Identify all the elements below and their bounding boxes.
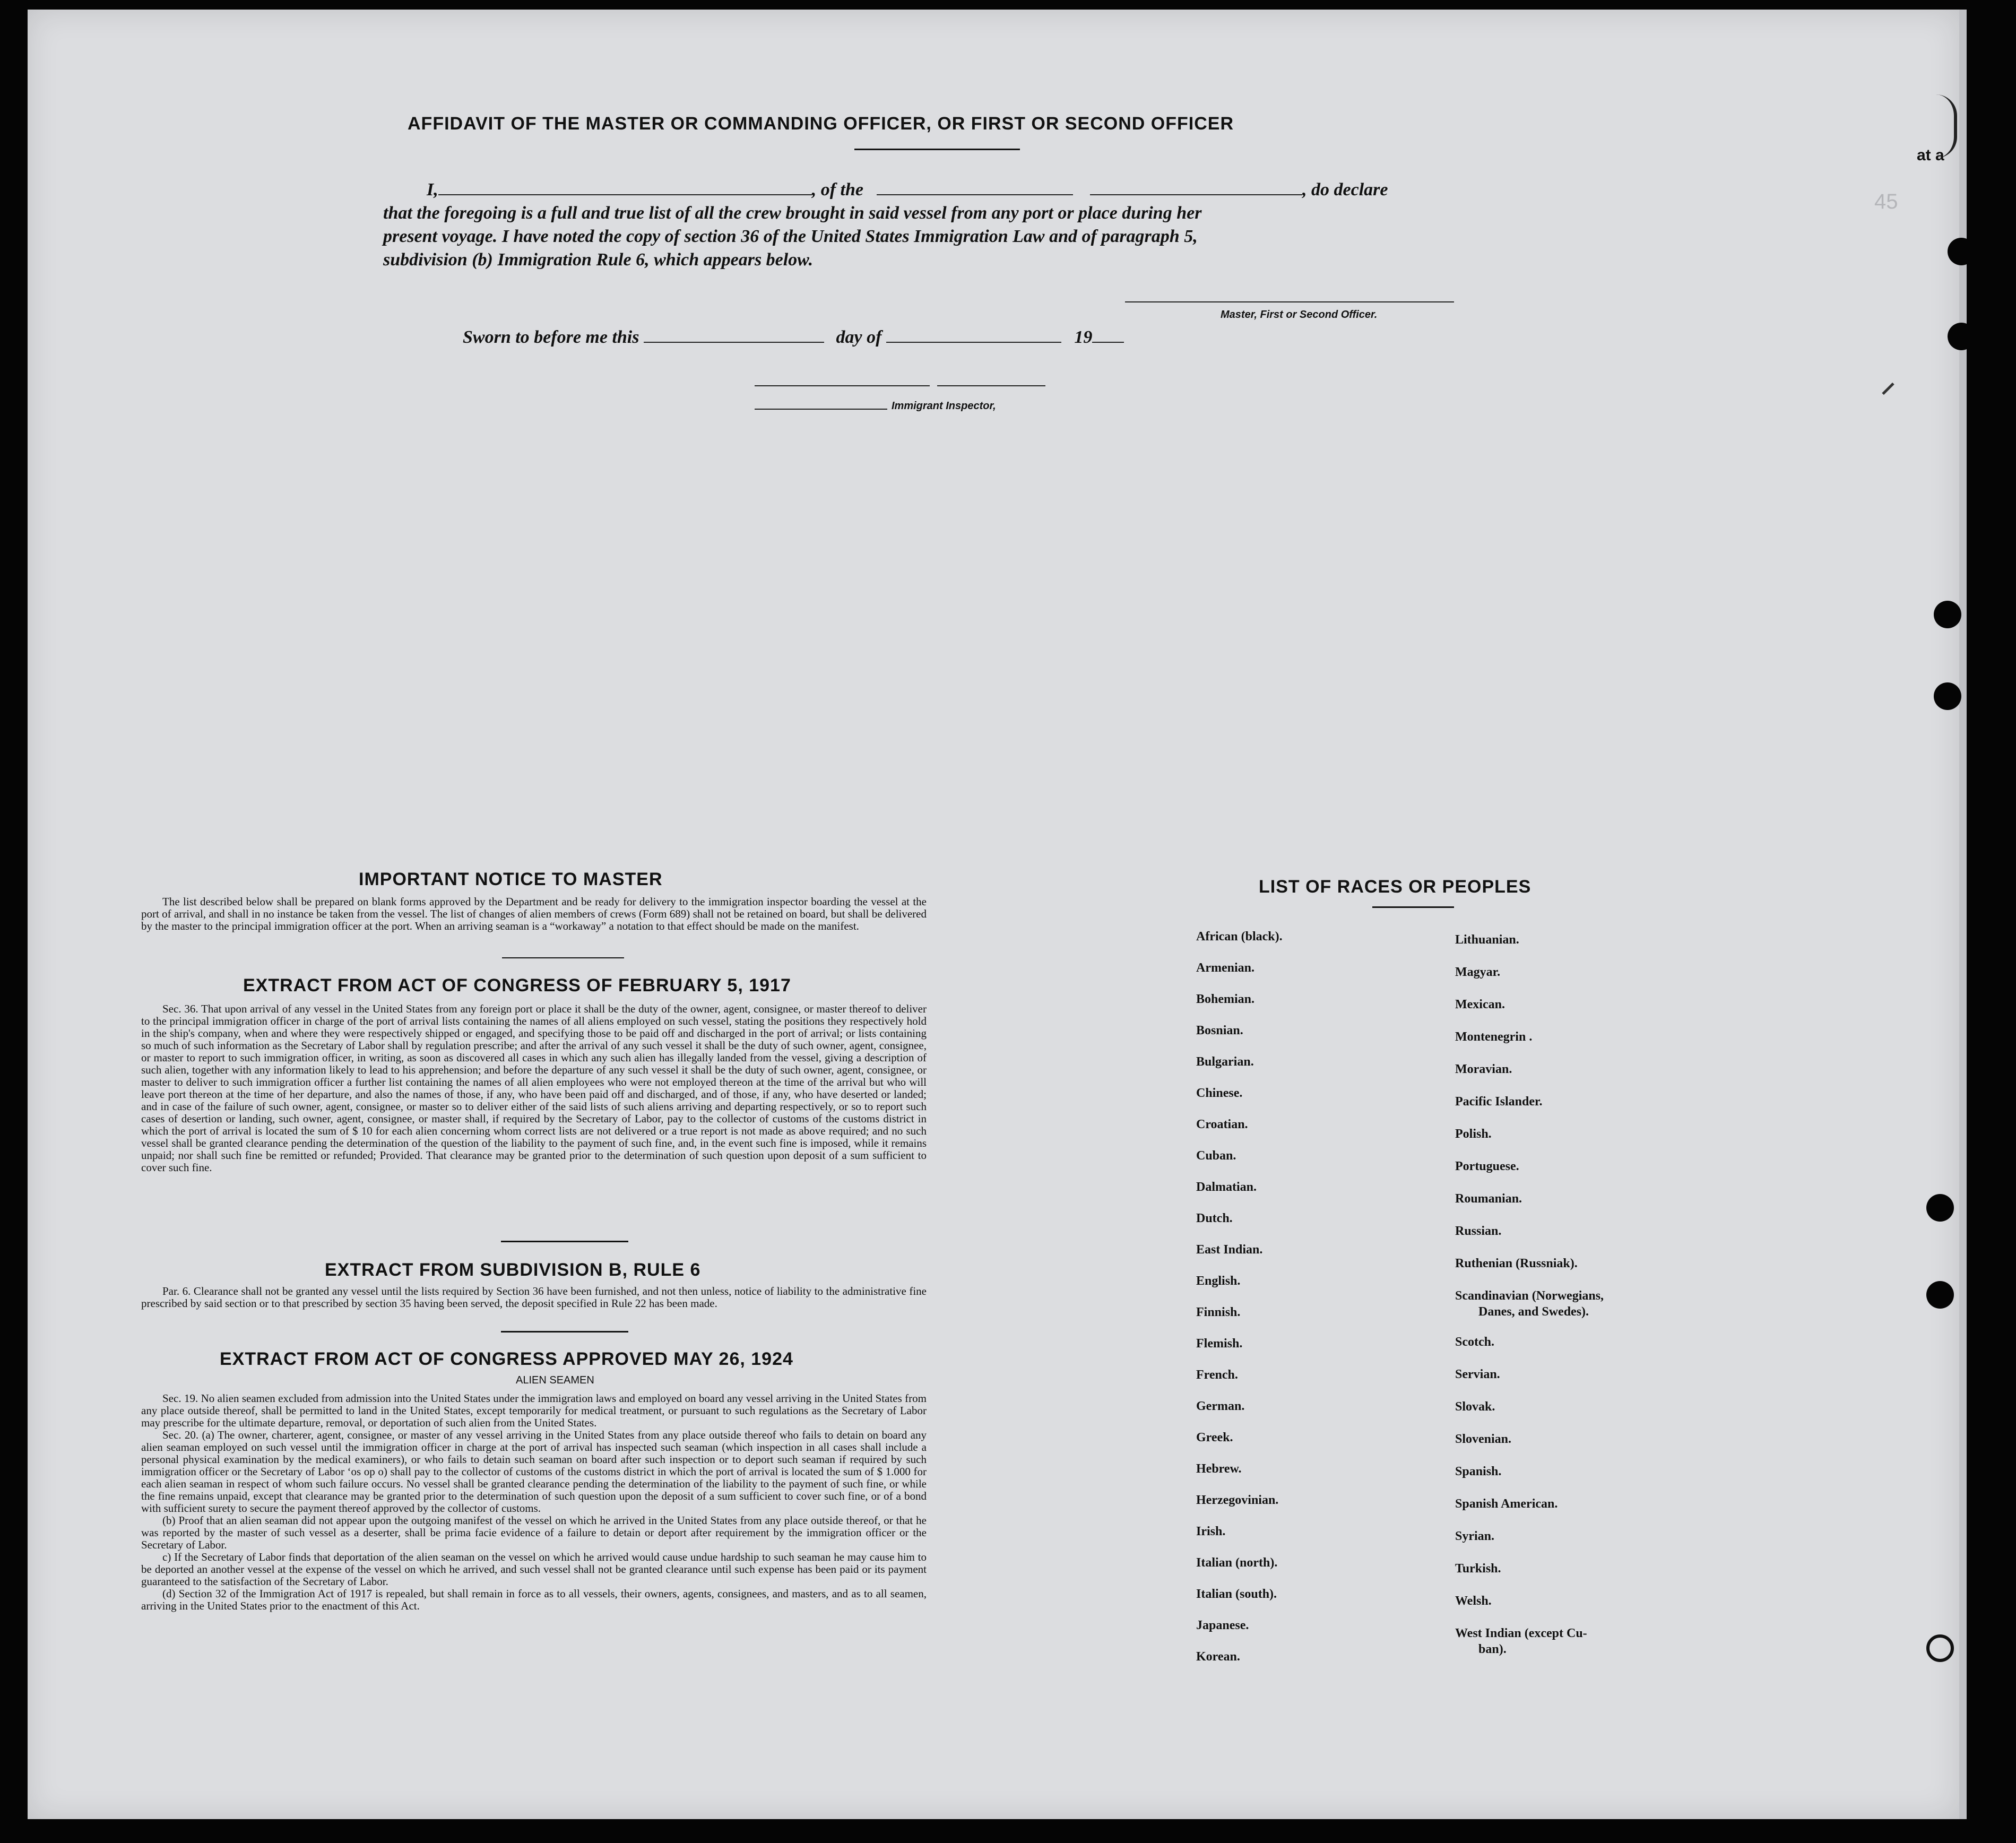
- binder-hole-icon: [1934, 682, 1961, 710]
- extract-rule6-divider: [501, 1331, 628, 1333]
- extract-rule6-text: Par. 6. Clearance shall not be granted any vessel until the lists required by Section 36 have been furnished, and not then unless, notice of liability to the administrative fine prescribed by said section or to that prescribed by section 35 having been served, the deposit specified in Rule 22 has been made.: [141, 1285, 927, 1310]
- document-sheet: [28, 10, 1967, 1819]
- race-item: Russian.: [1455, 1224, 1502, 1238]
- sec-20d-paragraph: (d) Section 32 of the Immigration Act of 1917 is repealed, but shall remain in force as to all vessels, their owners, agents, consignees, and masters, and as to all seamen, arriving in the United States prior to the enactment of this Act.: [141, 1587, 927, 1612]
- declaration-line: subdivision (b) Immigration Rule 6, which appears below.: [383, 250, 814, 270]
- binder-ring-icon: [1926, 1634, 1954, 1662]
- extract-1917-title: EXTRACT FROM ACT OF CONGRESS OF FEBRUARY 5, 1917: [243, 975, 791, 996]
- race-item: Scandinavian (Norwegians,: [1455, 1289, 1604, 1303]
- race-item: Polish.: [1455, 1127, 1492, 1141]
- vessel-field-2[interactable]: [1090, 183, 1302, 195]
- races-divider: [1372, 906, 1454, 908]
- notice-text: The list described below shall be prepared on blank forms approved by the Department and be ready for delivery to the immigration inspector boarding the vessel at the port of arrival, and shall in no instance be taken from the vessel. The list of changes of alien members of crews (Form 689) shall not be retained on board, but shall be delivered by the master to the principal immigration officer at the port. When an arriving seaman is a “workaway” a notation to that effect should be made on the manifest.: [141, 895, 927, 932]
- binder-hole-icon: [1948, 238, 1975, 265]
- declaration-line: that the foregoing is a full and true list of all the crew brought in said vessel from any port or place during her: [383, 203, 1202, 223]
- race-item: Armenian.: [1196, 961, 1254, 975]
- race-item: Dutch.: [1196, 1212, 1233, 1225]
- margin-note: at a: [1917, 146, 1944, 164]
- title-divider: [854, 149, 1020, 150]
- of-the-label: , of the: [811, 180, 864, 200]
- race-item: Lithuanian.: [1455, 933, 1519, 947]
- sec-20b-paragraph: (b) Proof that an alien seaman did not appear upon the outgoing manifest of the vessel on which he arrived in the United States from any place outside thereof, or that he was reported by the master of such vessel as a deserter, shall be prima facie evidence of a failure to detain or deport after requirement by the immigration officer or the Secretary of Labor.: [141, 1514, 927, 1551]
- race-item: French.: [1196, 1368, 1238, 1382]
- extract-rule6-title: EXTRACT FROM SUBDIVISION B, RULE 6: [325, 1260, 701, 1280]
- races-title: LIST OF RACES OR PEOPLES: [1259, 877, 1532, 897]
- extract-1924-subtitle: ALIEN SEAMEN: [516, 1374, 594, 1386]
- race-item: Mexican.: [1455, 998, 1505, 1011]
- race-item: Spanish.: [1455, 1465, 1502, 1478]
- race-item: Irish.: [1196, 1525, 1226, 1538]
- race-item: Dalmatian.: [1196, 1180, 1257, 1194]
- race-item: Servian.: [1455, 1368, 1500, 1381]
- sec-20c-paragraph: c) If the Secretary of Labor finds that deportation of the alien seaman on the vessel on which he arrived would cause undue hardship to such seaman he may cause him to be deported an another vessel at the expense of the vessel on which he arrived, and such vessel shall not be granted clearance until such expense has been paid or its payment guaranteed to the satisfaction of the Secretary of Labor.: [141, 1551, 927, 1588]
- race-item: West Indian (except Cu-: [1455, 1626, 1587, 1640]
- notice-title: IMPORTANT NOTICE TO MASTER: [359, 869, 663, 889]
- race-item: Syrian.: [1455, 1529, 1495, 1543]
- handwritten-mark: [1933, 94, 1957, 158]
- race-item: Slovenian.: [1455, 1432, 1512, 1446]
- affidavit-title: AFFIDAVIT OF THE MASTER OR COMMANDING OFFICER, OR FIRST OR SECOND OFFICER: [408, 114, 1234, 134]
- vessel-field[interactable]: [877, 183, 1073, 195]
- i-label: I,: [427, 180, 438, 200]
- race-item: Bohemian.: [1196, 992, 1255, 1006]
- inspector-signature-line[interactable]: [755, 385, 930, 386]
- race-item: Flemish.: [1196, 1337, 1243, 1351]
- race-item: Hebrew.: [1196, 1462, 1242, 1476]
- race-item: ban).: [1478, 1642, 1507, 1656]
- race-item: Roumanian.: [1455, 1192, 1522, 1206]
- year-label: 19: [1074, 327, 1093, 347]
- race-item: Croatian.: [1196, 1118, 1248, 1131]
- binder-hole-icon: [1926, 1281, 1954, 1309]
- sworn-line: [463, 326, 1124, 349]
- race-item: German.: [1196, 1399, 1245, 1413]
- master-label: Master, First or Second Officer.: [1221, 309, 1378, 321]
- race-item: African (black).: [1196, 930, 1283, 944]
- binder-hole-icon: [1926, 1194, 1954, 1222]
- sworn-year-field[interactable]: [1092, 330, 1124, 343]
- race-item: Finnish.: [1196, 1305, 1241, 1319]
- race-item: Magyar.: [1455, 965, 1501, 979]
- race-item: Portuguese.: [1455, 1160, 1519, 1173]
- extract-1917-divider: [501, 1241, 628, 1242]
- race-item: Italian (north).: [1196, 1556, 1278, 1570]
- inspector-leader-line: [755, 409, 887, 410]
- race-item: Greek.: [1196, 1431, 1233, 1444]
- race-item: Moravian.: [1455, 1062, 1512, 1076]
- race-item: Slovak.: [1455, 1400, 1495, 1414]
- race-item: Japanese.: [1196, 1619, 1249, 1632]
- race-item: Chinese.: [1196, 1086, 1243, 1100]
- race-item: Montenegrin .: [1455, 1030, 1533, 1044]
- race-item: English.: [1196, 1274, 1241, 1288]
- race-item: Welsh.: [1455, 1594, 1492, 1608]
- race-item: Italian (south).: [1196, 1587, 1277, 1601]
- notice-divider: [502, 957, 624, 958]
- race-item: East Indian.: [1196, 1243, 1263, 1257]
- race-item: Pacific Islander.: [1455, 1095, 1543, 1109]
- declaration-line: present voyage. I have noted the copy of section 36 of the United States Immigration Law and of paragraph 5,: [383, 227, 1198, 246]
- sec-19-paragraph: Sec. 19. No alien seamen excluded from admission into the United States under the immigration laws and employed on board any vessel arriving in the United States from any place outside thereof, shall be permitted to land in the United States, except temporarily for medical treatment, or pursuant to such regulations as the Secretary of Labor may prescribe for the ultimate departure, removal, or deportation of such alien from the United States.: [141, 1392, 927, 1429]
- sworn-month-field[interactable]: [886, 330, 1061, 343]
- day-of-label: day of: [836, 327, 882, 347]
- sworn-day-field[interactable]: [644, 330, 824, 343]
- page-number-faint: 45: [1874, 190, 1898, 213]
- inspector-signature-line-2[interactable]: [937, 385, 1045, 386]
- race-item: Ruthenian (Russniak).: [1455, 1257, 1578, 1270]
- pencil-tick: [1882, 383, 1894, 395]
- affidavit-declaration-body: [383, 202, 1450, 272]
- race-item: Bosnian.: [1196, 1024, 1243, 1037]
- race-item: Korean.: [1196, 1650, 1240, 1664]
- race-item: Scotch.: [1455, 1335, 1494, 1349]
- extract-1924-title: EXTRACT FROM ACT OF CONGRESS APPROVED MAY 26, 1924: [220, 1349, 793, 1369]
- race-item: Bulgarian.: [1196, 1055, 1254, 1069]
- binder-hole-icon: [1934, 601, 1961, 628]
- master-signature-line[interactable]: [1125, 301, 1454, 302]
- extract-1924-body: [141, 1392, 927, 1612]
- race-item: Herzegovinian.: [1196, 1493, 1279, 1507]
- name-field[interactable]: [438, 183, 812, 195]
- binder-hole-icon: [1948, 323, 1975, 350]
- sworn-label: Sworn to before me this: [463, 327, 639, 347]
- race-item: Danes, and Swedes).: [1478, 1305, 1589, 1319]
- do-declare-label: , do declare: [1302, 180, 1388, 200]
- race-item: Spanish American.: [1455, 1497, 1558, 1511]
- inspector-label: Immigrant Inspector,: [892, 400, 996, 412]
- affidavit-declaration-line: [427, 178, 1388, 202]
- sec-20a-paragraph: Sec. 20. (a) The owner, charterer, agent, consignee, or master of any vessel arriving in the United States from any place outside thereof who fails to detain on board any alien seaman employed on such vessel until the immigration officer in charge at the port of arrival has inspected such seaman (which inspection in all cases shall include a personal physical examination by the medical examiners), or who fails to detain such seaman on board after such inspection or to deport such seaman if required by such immigration officer or the Secretary of Labor ‘os op o) shall pay to the collector of customs of the customs district in which the port of arrival is located the sum of $ 1.000 for each alien seaman in respect of whom such failure occurs. No vessel shall be granted clearance pending the determination of the liability to the payment of such fine, or while the fine remains unpaid, except that clearance may be granted prior to the determination of such question upon the deposit of a sum sufficient to cover such fine, or of a bond with sufficient surety to secure the payment thereof approved by the collector of customs.: [141, 1429, 927, 1515]
- race-item: Cuban.: [1196, 1149, 1236, 1163]
- extract-1917-text: Sec. 36. That upon arrival of any vessel in the United States from any foreign port or place it shall be the duty of the owner, agent, consignee, or master thereof to deliver to the principal immigration officer in charge of the port of arrival lists containing the names of all aliens employed on such vessel, stating the positions they respectively hold in the ship's company, when and where they were respectively shipped or engaged, and specifying those to be paid off and discharged in the port of arrival; or lists containing so much of such information as the Secretary of Labor shall by regulation prescribe; and after the arrival of any such vessel it shall be the duty of such owner, agent, consignee, or master to report to such immigration officer, in writing, as soon as discovered all cases in which any such alien has illegally landed from the vessel, giving a description of such alien, together with any information likely to lead to his apprehension; and before the departure of any such vessel it shall be the duty of such owner, agent, consignee, or master to deliver to such immigration officer a further list containing the names of all alien employees who were not employed thereon at the time of the arrival but who will leave port thereon at the time of her departure, and also the names of those, if any, who have been paid off and discharged, and of those, if any, who have deserted or landed; and in case of the failure of such owner, agent, consignee, or master so to deliver either of the said lists of such aliens arriving and departing respectively, or so to report such cases of desertion or landing, such owner, agent, consignee, or master shall, if required by the Secretary of Labor, pay to the collector of customs of the customs district in which the port of arrival is located the sum of $ 10 for each alien concerning whom correct lists are not delivered or a true report is not made as above required; and no such vessel shall be granted clearance pending the determination of the question of the liability to the payment of such fine, and, in the event such fine is imposed, while it remains unpaid; nor shall such fine be remitted or refunded; Provided. That clearance may be granted prior to the determination of such question upon deposit of a sum sufficient to cover such fine.: [141, 1002, 927, 1174]
- race-item: Turkish.: [1455, 1562, 1501, 1576]
